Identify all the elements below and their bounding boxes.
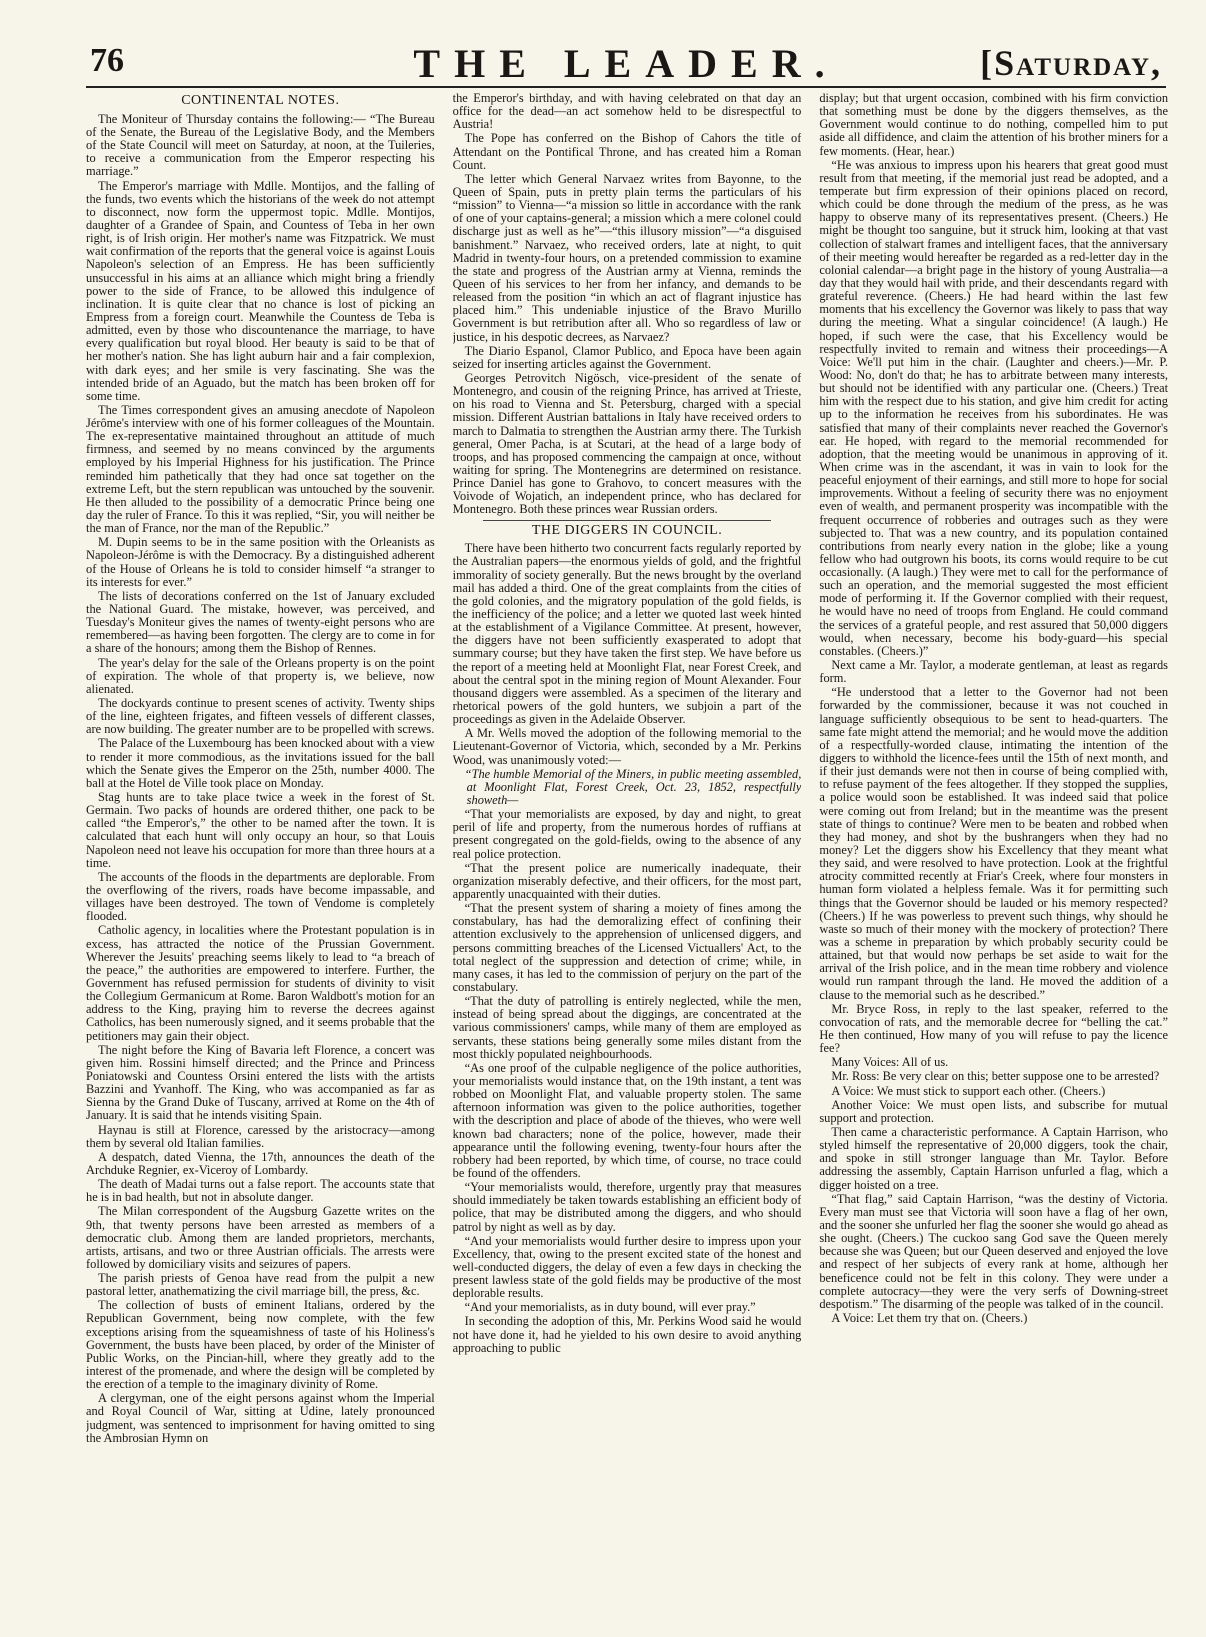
diggers-in-council-body [453, 542, 802, 1355]
paragraph: “That the present system of sharing a moiety of fines among the constabulary, has had the demoralizing effect of confining their attention exclusively to the apprehension of unlicensed diggers, and persons committing breaches of the Licensed Victuallers' Act, to the total neglect of the suppression and detection of crime; while, in many cases, it has led to the commission of perjury on the part of the constabulary. [452, 901, 802, 994]
paragraph: “That the duty of patrolling is entirely neglected, while the men, instead of being spread about the diggings, are concentrated at the various commissioners' camps, while many of them are employed as servants, these stations being generally some miles distant from the most thickly populated neighbourhoods. [452, 994, 802, 1061]
paragraph: “That flag,” said Captain Harrison, “was the destiny of Victoria. Every man must see that Victoria will soon have a flag of her own, and the sooner she unfurled her flag the sooner she would go ahead as she ought. (Cheers.) The cuckoo sang God save the Queen merely because she was Queen; but our Queen deserved and enjoyed the love and respect of her subjects of every rank at home, although her beneficence could not be felt in this colony. They were under a complete autocracy—they were the very serfs of Downing-street despotism.” The disarming of the people was talked of in the council. [819, 1191, 1169, 1311]
paragraph: The night before the King of Bavaria left Florence, a concert was given him. Rossini himself directed; and the Prince and Princess Poniatowski and Countess Orsini entered the lists with the artists Bazzini and Yvanhoff. The King, who was accompanied as far as Sienna by the Grand Duke of Tuscany, arrived at Rome on the 4th of January. It is said that he intends visiting Spain. [86, 1042, 435, 1123]
paragraph: The Milan correspondent of the Augsburg Gazette writes on the 9th, that twenty persons have been arrested as members of a democratic club. Among them are landed proprietors, merchants, artists, artisans, and two or three Austrian officials. The arrests were followed by domiciliary visits and seizures of papers. [86, 1204, 435, 1271]
paragraph: Stag hunts are to take place twice a week in the forest of St. Germain. Two packs of hounds are ordered thither, one pack to be called “the Emperor's,” the other to be named after the town. It is calculated that each hunt will only occupy an hour, so that Louis Napoleon need not leave his occupation for more than three hours at a time. [86, 790, 435, 870]
paragraph: The Pope has conferred on the Bishop of Cahors the title of Attendant on the Pontifical Throne, and has created him a Roman Count. [452, 131, 802, 172]
paragraph: The lists of decorations conferred on the 1st of January excluded the National Guard. The mistake, however, was perceived, and Tuesday's Moniteur gives the names of twenty-eight persons who are remembered—as having been forgotten. The clergy are to come in for a share of the honours; among them the Bishop of Rennes. [86, 588, 435, 656]
paragraph: the Emperor's birthday, and with having celebrated on that day an office for the dead—an act somehow held to be disrespectful to Austria! [452, 92, 802, 132]
paragraph: “And your memorialists, as in duty bound, will ever pray.” [464, 1300, 756, 1315]
paragraph: The dockyards continue to present scenes of activity. Twenty ships of the line, eighteen frigates, and fifteen vessels of different classes, are now building. The greater number are to be propelled with screws. [86, 696, 435, 737]
article-columns [86, 92, 1168, 1627]
paragraph: “As one proof of the culpable negligence of the police authorities, your memorialists would instance that, on the 19th instant, a tent was robbed on Moonlight Flat, and valuable property stolen. The same afternoon information was given to the police authorities, together with the description and place of abode of the thieves, who were well known bad characters; none of the police, however, made their appearance until the following evening, twenty-four hours after the robbery had been reported, by which time, of course, no trace could be found of the offenders. [452, 1060, 802, 1180]
paragraph: In seconding the adoption of this, Mr. Perkins Wood said he would not have done it, had he yielded to his own desire to avoid anything approaching to public [452, 1314, 802, 1355]
section-heading-diggers-in-council: THE DIGGERS IN COUNCIL. [531, 522, 723, 538]
paragraph: The letter which General Narvaez writes from Bayonne, to the Queen of Spain, puts in pretty plain terms the particulars of his “mission” to Vienna—“a mission so little in accordance with the rank of one of your captains-general; a mission which a mere colonel could discharge just as well as he”—“this illusory mission”—“a disguised banishment.” Narvaez, who received orders, late at night, to quit Madrid in twenty-four hours, on a pretended commission to examine the state and progress of the Austrian army at Vienna, reminds the Queen of his services to her from her infancy, and demands to be released from the position “in which an act of flagrant injustice has placed him.” This undeniable injustice of the Bravo Murillo Government is but retribution after all. Who so regardless of law or justice, in his despotic decrees, as Narvaez? [452, 171, 802, 344]
paragraph: The Moniteur of Thursday contains the following:— “The Bureau of the Senate, the Bureau of the Legislative Body, and the Members of the State Council will meet on Saturday, at noon, at the Tuileries, to receive a communication from the Emperor respecting his marriage.” [86, 111, 435, 179]
paragraph: The parish priests of Genoa have read from the pulpit a new pastoral letter, anathematizing the civil marriage bill, the press, &c. [86, 1271, 435, 1299]
paragraph: M. Dupin seems to be in the same position with the Orleanists as Napoleon-Jérôme is with the Democracy. By a distinguished adherent of the House of Orleans he is told to consider himself “a stranger to its interests for ever.” [86, 535, 435, 589]
section-divider [483, 520, 772, 521]
section-heading-continental-notes: CONTINENTAL NOTES. [181, 93, 340, 108]
paragraph: A Mr. Wells moved the adoption of the following memorial to the Lieutenant-Governor of Victoria, which, seconded by a Mr. Perkins Wood, was unanimously voted:— [452, 726, 802, 767]
paragraph: A Voice: We must stick to support each other. (Cheers.) [831, 1083, 1106, 1098]
paragraph: A Voice: Let them try that on. (Cheers.) [831, 1310, 1028, 1325]
paragraph: The accounts of the floods in the departments are deplorable. From the overflowing of the rivers, roads have become impassable, and villages have been destroyed. The town of Vendome is completely flooded. [86, 869, 435, 924]
paragraph: Haynau is still at Florence, caressed by the aristocracy—among them by several old Italian families. [86, 1122, 435, 1150]
paragraph: “That your memorialists are exposed, by day and night, to great peril of life and property, from the numerous hordes of ruffians at present congregated on the gold-fields, owing to the absence of any real police protection. [452, 807, 802, 861]
paragraph: “Your memorialists would, therefore, urgently pray that measures should immediately be taken towards establishing an efficient body of police, that may be distributed among the diggers, and who should patrol by night as well as by day. [452, 1180, 802, 1234]
newspaper-title: THE LEADER. [413, 41, 839, 86]
diggers-in-council-continued [819, 92, 1168, 1325]
paragraph: Another Voice: We must open lists, and subscribe for mutual support and protection. [819, 1097, 1169, 1125]
masthead [86, 34, 1166, 88]
paragraph: Mr. Ross: Be very clear on this; better suppose one to be arrested? [831, 1069, 1160, 1084]
paragraph: “The humble Memorial of the Miners, in public meeting assembled, at Moonlight Flat, Forest Creek, Oct. 23, 1852, respectfully showeth— [464, 766, 802, 807]
paragraph: A clergyman, one of the eight persons against whom the Imperial and Royal Council of War, sitting at Udine, lately pronounced judgment, was sentenced to imprisonment for having omitted to sing the Ambrosian Hymn on [86, 1391, 435, 1445]
continental-notes-body [86, 113, 435, 1445]
paragraph: Then came a characteristic performance. A Captain Harrison, who styled himself the representative of 20,000 diggers, took the chair, and spoke in still stronger language than Mr. Taylor. Before addressing the assembly, Captain Harrison unfurled a flag, which a digger hoisted on a tree. [819, 1124, 1169, 1192]
paragraph: The Emperor's marriage with Mdlle. Montijos, and the falling of the funds, two events which the historians of the week do not attempt to disconnect, now form the uppermost topic. Mdlle. Montijos, daughter of a Grandee of Spain, and Countess of Teba in her own right, is of Irish origin. Her mother's name was Fitzpatrick. We must wait confirmation of the reports that the general voice is against Louis Napoleon's selection of an Empress. He has been sufficiently unsuccessful in his aims at an alliance which might bring a friendly power to the side of France, to be allowed this indulgence of inclination. It is quite clear that no chance is lost of picking an Empress from a foreign court. Meanwhile the Countess de Teba is admitted, even by those who discountenance the marriage, to have every qualification but royal blood. Her beauty is said to be that of her mother's nation. She has light auburn hair and a fair complexion, with dark eyes; and her smile is very fascinating. She was the intended bride of an Aguado, but the match has been broken off for some time. [86, 178, 435, 403]
page-number: 76 [90, 42, 124, 79]
continental-notes-continued [453, 92, 802, 517]
paragraph: The collection of busts of eminent Italians, ordered by the Republican Government, being now complete, with the few exceptions arising from the squeamishness of taste of his Holiness's Government, the busts have been placed, by order of the Minister of Public Works, on the Pincian-hill, where they greatly add to the interest of the promenade, and where the design will be completed by the erection of a temple to the imaginary divinity of Rome. [86, 1298, 435, 1392]
paragraph: display; but that urgent occasion, combined with his firm conviction that something must be done by the diggers themselves, as the Government would continue to do nothing, compelled him to put aside all diffidence, and claim the attention of his brother miners for a few moments. (Hear, hear.) [819, 92, 1169, 158]
paragraph: Georges Petrovitch Nigösch, vice-president of the senate of Montenegro, and cousin of the reigning Prince, has arrived at Trieste, on his road to Vienna and St. Petersburg, charged with a special mission. Different Austrian battalions in Italy have received orders to march to Dalmatia to strengthen the Austrian army there. The Turkish general, Omer Pacha, is at Scutari, at the head of a large body of troops, and has proposed commencing the campaign at once, without waiting for spring. The Montenegrins are determined on resistance. Prince Daniel has gone to Grahovo, to concert measures with the Voivode of Wojatich, an independent prince, who has declared for Montenegro. Both these princes wear Russian orders. [452, 370, 802, 517]
paragraph: “That the present police are numerically inadequate, their organization miserably defective, and their officers, for the most part, apparently unacquainted with their duties. [452, 860, 802, 901]
paragraph: The Times correspondent gives an amusing anecdote of Napoleon Jérôme's interview with one of his former colleagues of the Mountain. The ex-representative maintained throughout an attitude of much firmness, and seemed by no means convinced by the arguments employed by his Imperial Highness for his justification. The Prince reminded him pathetically that they had once sat together on the extreme Left, but the stern republican was untouched by the souvenir. He then alluded to the possibility of a democratic Prince being one day the ruler of France. To this it was replied, “Sir, you will neither be the man of France, nor the man of the Republic.” [86, 402, 435, 536]
paragraph: The Palace of the Luxembourg has been knocked about with a view to render it more commodious, as the invitations issued for the ball which the Senate gives the Emperor on the 25th, number 4000. The ball at the Hotel de Ville took place on Monday. [86, 736, 435, 790]
paragraph: The death of Madai turns out a false report. The accounts state that he is in bad health, but not in absolute danger. [86, 1177, 435, 1205]
column-3 [819, 92, 1168, 1627]
paragraph: Catholic agency, in localities where the Protestant population is in excess, has attracted the notice of the Prussian Government. Wherever the Jesuits' preaching seems likely to lead to “a breach of the peace,” the authorities are empowered to interfere. Further, the Government has refused permission for students of divinity to visit the Collegium Germanicum at Rome. Baron Waldbott's motion for an address to the King, praying him to reverse the decrees against Catholics, has been numerously signed, and it seems probable that the petitioners may gain their object. [86, 923, 435, 1043]
paragraph: The year's delay for the sale of the Orleans property is on the point of expiration. The whole of that property is, we believe, now alienated. [86, 655, 435, 696]
paragraph: The Diario Espanol, Clamor Publico, and Epoca have been again seized for inserting articles against the Government. [452, 343, 802, 371]
issue-day: [Saturday, [980, 43, 1162, 83]
paragraph: Next came a Mr. Taylor, a moderate gentleman, at least as regards form. [819, 658, 1169, 686]
paragraph: A despatch, dated Vienna, the 17th, announces the death of the Archduke Regnier, ex-Viceroy of Lombardy. [86, 1149, 435, 1177]
paragraph: “He was anxious to impress upon his hearers that great good must result from that meeting, if the memorial just read be adopted, and a temperate but firm expression of their opinions placed on record, which could be done through the medium of the press, as he was happy to observe many of its representatives present. (Cheers.) He might be thought too sanguine, but it struck him, looking at that vast collection of stalwart frames and intelligent faces, that the anniversary of their meeting would hereafter be regarded as a red-letter day in the colonial calendar—a bright page in the history of young Australia—a day that they would hail with pride, and their descendants regard with grateful reverence. (Cheers.) He had heard within the last few moments that his excellency the Governor was likely to pass that way during the meeting. What a singular coincidence! (A laugh.) He hoped, if such were the case, that his Excellency would be respectfully invited to remain and witness their proceedings—A Voice: We'll put him in the chair. (Laughter and cheers.)—Mr. P. Wood: No, don't do that; he has to arbitrate between many interests, but should not be identified with any particular one. (Cheers.) Treat him with the respect due to his station, and give him credit for acting up to the information he receives from his subordinates. He was satisfied that many of their complaints never reached the Governor's ear. He hoped, with regard to the memorial recommended for adoption, that the meeting would be unanimous in approving of it. When crime was in the ascendant, it was in vain to look for the peaceful enjoyment of their earnings, and still more to hope for social improvements. Without a feeling of security there was no enjoyment even of wealth, and permanent prosperity was incompatible with the frequent occurrence of robberies and outrages such as they were subjected to. That was a new country, and its population contained contributions from nearly every nation in the globe; like a young fellow who had outgrown his boots, its corns would require to be cut occasionally. (A laugh.) They were met to call for the performance of such an operation, and the memorial suggested the most efficient mode of performing it. If the Governor complied with their request, he would have no need of troops from England. He could command the services of a grateful people, and rest assured that 50,000 diggers would, when necessary, become his body-guard—his special constables. (Cheers.)” [819, 157, 1169, 658]
paragraph: Mr. Bryce Ross, in reply to the last speaker, referred to the convocation of rats, and the memorable decree for “belling the cat.” He then continued, How many of you will refuse to pay the licence fee? [819, 1001, 1169, 1056]
column-2 [453, 92, 802, 1627]
paragraph: Many Voices: All of us. [831, 1055, 949, 1070]
paragraph: “He understood that a letter to the Governor had not been forwarded by the commissioner, because it was not couched in language sufficiently obsequious to be sent to head-quarters. The same fate might attend the memorial; and he would move the addition of a respectfully-worded clause, intimating the intention of the diggers to withhold the licence-fees until the 15th of next month, and if their just demands were not then in course of being complied with, to refuse payment of the fees altogether. If they stopped the supplies, a police would soon be established. It was indeed said that police were coming out from Ireland; but in the meantime was the present state of things to continue? Were men to be beaten and robbed when they had money, and shot by the bushrangers when they had no money? Let the diggers show his Excellency that they meant what they said, and were resolved to have protection. Look at the frightful atrocity committed recently at Friar's Creek, where four monsters in human form violated a helpless female. Was it for permitting such things that the Governor should be lauded or his memory respected? (Cheers.) If he was powerless to prevent such things, why should he waste so much of their money with the mockery of protection? There was a scheme in preparation by which probably security could be attained, but that would now perhaps be set aside to wait for the arrival of the Irish police, and in the mean time robbery and violence would run rampant through the land. He moved the addition of a clause to the memorial such as he described.” [819, 685, 1169, 1002]
paragraph: There have been hitherto two concurrent facts regularly reported by the Australian papers—the enormous yields of gold, and the frightful immorality of society generally. But the news brought by the overland mail has added a third. One of the great complaints from the cities of the gold colonies, and the migratory population of the gold fields, is the inefficiency of the police; and a letter we quoted last week hinted at the establishment of a Vigilance Committee. At present, however, the diggers have not been sufficiently exasperated to adopt that summary course; but they have taken the first step. We have before us the report of a meeting held at Moonlight Flat, near Forest Creek, and about the central spot in the mining region of Mount Alexander. Four thousand diggers were assembled. As a specimen of the literary and rhetorical powers of the gold hunters, we subjoin a part of the proceedings as given in the Adelaide Observer. [452, 541, 802, 727]
paragraph: “And your memorialists would further desire to impress upon your Excellency, that, owing to the present excited state of the honest and well-conducted diggers, the delay of even a few days in checking the present lawless state of the gold fields may be productive of the most deplorable results. [452, 1233, 802, 1301]
column-1 [86, 92, 435, 1627]
